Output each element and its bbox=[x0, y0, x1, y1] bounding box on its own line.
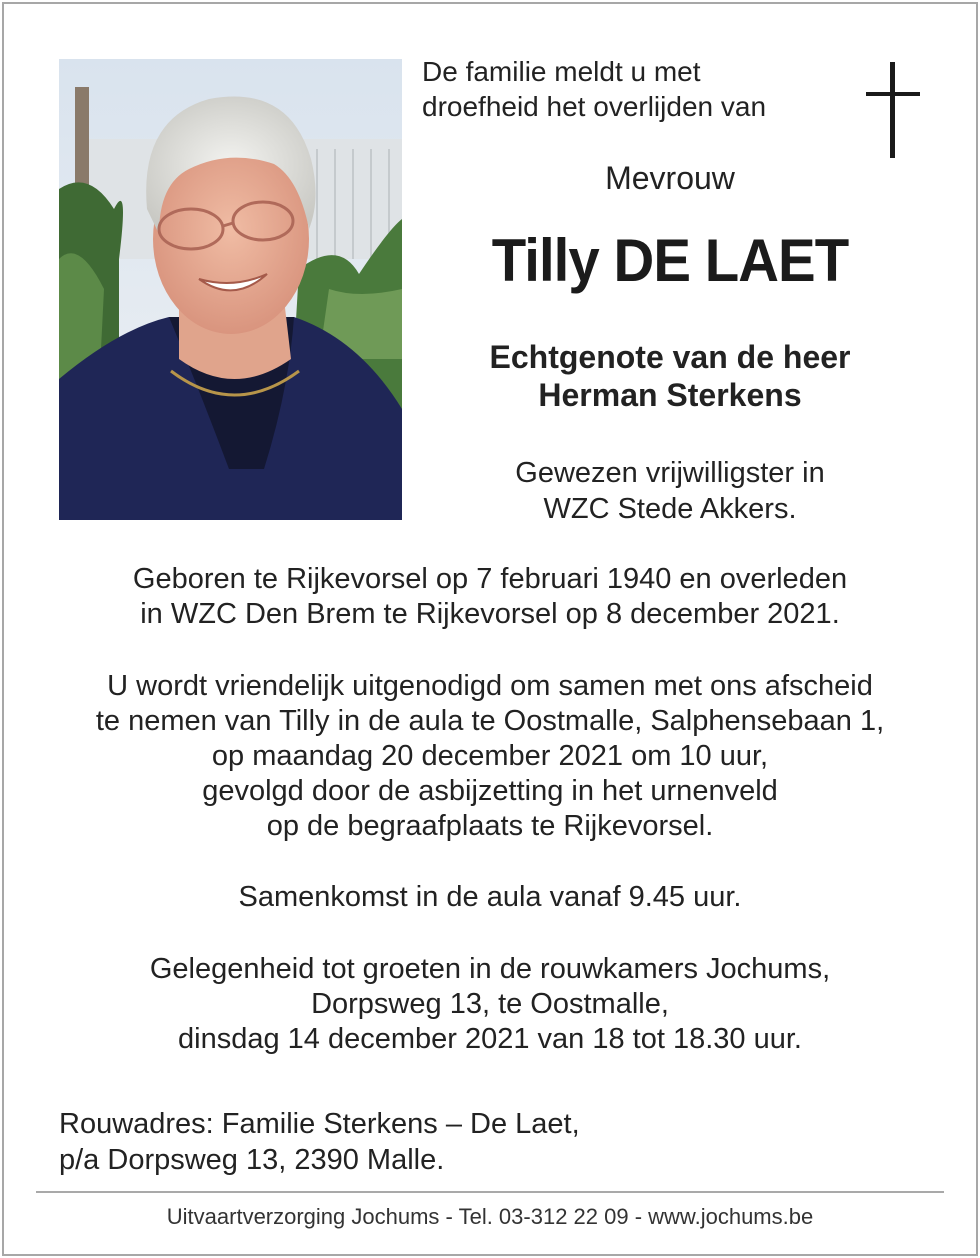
funeral-home-footer: Uitvaartverzorging Jochums - Tel. 03-312 22 09 - www.jochums.be bbox=[166, 1204, 814, 1229]
visitation-paragraph bbox=[40, 952, 940, 1057]
spouse-info bbox=[430, 338, 910, 414]
ceremony-line-1: U wordt vriendelijk uitgenodigd om samen met ons afscheid bbox=[107, 670, 873, 702]
volunteer-line-2: WZC Stede Akkers. bbox=[543, 493, 797, 525]
visitation-line-3: dinsdag 14 december 2021 van 18 tot 18.30 uur. bbox=[178, 1023, 802, 1055]
intro-line-2: droefheid het overlijden van bbox=[422, 91, 767, 122]
portrait-photo bbox=[59, 59, 402, 520]
ceremony-line-3: op maandag 20 december 2021 om 10 uur, bbox=[211, 740, 769, 772]
intro-line-1: De familie meldt u met bbox=[422, 56, 701, 87]
spouse-line-2: Herman Sterkens bbox=[538, 377, 802, 413]
visitation-line-2: Dorpsweg 13, te Oostmalle, bbox=[311, 988, 669, 1020]
spouse-line-1: Echtgenote van de heer bbox=[489, 339, 851, 375]
honorific: Mevrouw bbox=[605, 160, 735, 196]
birth-death-line-1: Geboren te Rijkevorsel op 7 februari 1940 en overleden bbox=[132, 563, 848, 595]
cross-icon bbox=[863, 62, 923, 165]
volunteer-line-1: Gewezen vrijwilligster in bbox=[515, 457, 825, 489]
mourning-address bbox=[59, 1106, 759, 1178]
deceased-name: Tilly DE LAET bbox=[491, 227, 849, 294]
footer-divider bbox=[36, 1191, 944, 1193]
address-line-2: p/a Dorpsweg 13, 2390 Malle. bbox=[59, 1144, 445, 1176]
birth-death-line-2: in WZC Den Brem te Rijkevorsel op 8 december 2021. bbox=[140, 598, 840, 630]
gathering-text: Samenkomst in de aula vanaf 9.45 uur. bbox=[238, 881, 742, 913]
ceremony-line-5: op de begraafplaats te Rijkevorsel. bbox=[266, 810, 714, 842]
ceremony-paragraph bbox=[40, 669, 940, 844]
birth-death-paragraph bbox=[40, 562, 940, 632]
intro-text bbox=[422, 54, 842, 124]
ceremony-line-2: te nemen van Tilly in de aula te Oostmalle, Salphensebaan 1, bbox=[95, 705, 885, 737]
visitation-line-1: Gelegenheid tot groeten in de rouwkamers Jochums, bbox=[149, 953, 831, 985]
volunteer-info bbox=[430, 455, 910, 527]
ceremony-line-4: gevolgd door de asbijzetting in het urnenveld bbox=[202, 775, 778, 807]
address-line-1: Rouwadres: Familie Sterkens – De Laet, bbox=[59, 1108, 580, 1140]
